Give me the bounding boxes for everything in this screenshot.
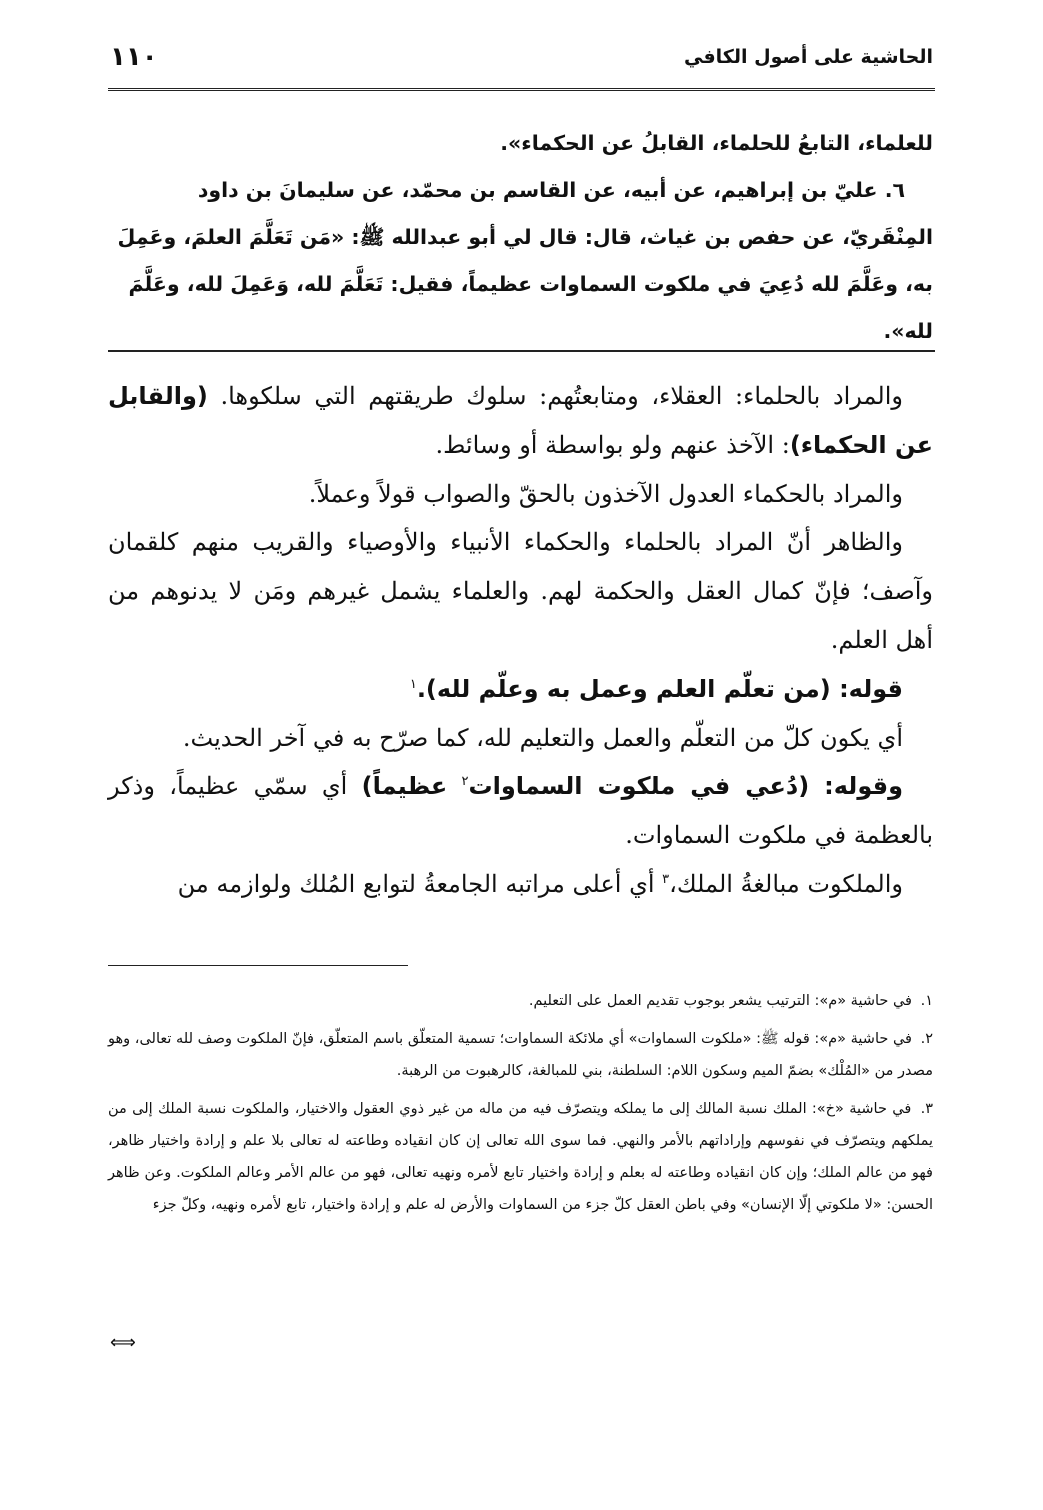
commentary-lemma: وقوله: (دُعي في ملكوت السماوات bbox=[468, 772, 903, 801]
commentary-text: أي أعلى مراتبه الجامعةُ لتوابع المُلك ولوازمه من bbox=[177, 869, 655, 898]
commentary-paragraph-7 bbox=[108, 860, 933, 909]
commentary-paragraph-1 bbox=[108, 372, 933, 470]
commentary-paragraph-4 bbox=[108, 665, 933, 714]
footnotes bbox=[108, 985, 933, 1227]
commentary-text: أي سمّي عظيماً، وذكر بالعظمة في ملكوت السماوات. bbox=[108, 772, 933, 850]
footnote-ref-1: ١ bbox=[409, 676, 417, 692]
continuation-arrow-icon: ⟺ bbox=[110, 1332, 136, 1353]
footnote-text: في حاشية «م»: الترتيب يشعر بوجوب تقديم العمل على التعليم. bbox=[528, 993, 912, 1009]
commentary-paragraph-5: أي يكون كلّ من التعلّم والعمل والتعليم لله، كما صرّح به في آخر الحديث. bbox=[182, 723, 903, 752]
hadith-previous-line-end: للعلماء، التابعُ للحلماء، القابلُ عن الحكماء». bbox=[500, 131, 933, 155]
commentary-lemma: عظيماً) bbox=[361, 772, 448, 801]
commentary-text: والمراد بالحلماء: العقلاء، ومتابعتُهم: سلوك طريقتهم التي سلكوها. bbox=[220, 382, 903, 410]
commentary-lemma: (والقابل عن الحكماء) bbox=[108, 382, 933, 459]
footnote-number: ٣. bbox=[920, 1101, 933, 1117]
commentary-paragraph-6 bbox=[108, 762, 933, 860]
page-number: ١١٠ bbox=[110, 42, 158, 72]
footnote-1 bbox=[108, 985, 933, 1017]
commentary-lemma: قوله: (من تعلّم العلم وعمل به وعلّم لله). bbox=[416, 674, 903, 703]
footnote-divider bbox=[108, 965, 408, 966]
running-header bbox=[110, 40, 933, 80]
hadith-number: ٦. bbox=[884, 178, 905, 202]
hadith-6 bbox=[108, 167, 933, 355]
footnote-text: في حاشية «خ»: الملك نسبة المالك إلى ما يملكه ويتصرّف فيه من ماله من غير ذوي العقول والاختيار، والملكوت نسبة الملك إلى من يملكهم ويتصرّف في نفوسهم وإراداتهم بالأمر والنهي. فما سوى الله تعالى إن كان انقياده وطاعته له تعالى بلا علم و إرادة واختيار ظاهر، فهو من عالم الملك؛ وإن كان انقياده وطاعته له بعلم و إرادة واختيار تابع لأمره ونهيه تعالى، فهو من عالم الأمر وعالم الملكوت. وعن ظاهر الحسن: «لا ملكوتي إلّا الإنسان» وفي باطن العقل كلّ جزء من السماوات والأرض له علم و إرادة واختيار، تابع لأمره ونهيه، وكلّ جزء bbox=[108, 1101, 933, 1213]
text-commentary-divider bbox=[108, 350, 935, 352]
commentary-paragraph-2: والمراد بالحكماء العدول الآخذون بالحقّ والصواب قولاً وعملاً. bbox=[308, 479, 903, 508]
footnote-ref-2: ٢ bbox=[461, 774, 469, 790]
hadith-body: عليّ بن إبراهيم، عن أبيه، عن القاسم بن محمّد، عن سليمانَ بن داود المِنْقَريّ، عن حفص بن غياث، قال: قال لي أبو عبدالله ﷺ: «مَن تَعَلَّمَ العلمَ، وعَمِلَ به، وعَلَّمَ لله دُعِيَ في ملكوت السماوات عظيماً، فقيل: تَعَلَّمَ لله، وَعَمِلَ لله، وعَلَّمَ لله». bbox=[117, 178, 933, 343]
header-title: الحاشية على أصول الكافي bbox=[683, 46, 933, 68]
commentary-text: : الآخذ عنهم ولو بواسطة أو وسائط. bbox=[435, 430, 790, 459]
footnote-number: ٢. bbox=[920, 1031, 933, 1047]
footnote-text: في حاشية «م»: قوله ﷺ: «ملكوت السماوات» أي ملائكة السماوات؛ تسمية المتعلّق باسم المتعلّق، فإنّ الملكوت وصف لله تعالى، وهو مصدر من «المُلْك» بضمّ الميم وسكون اللام: السلطنة، بني للمبالغة، كالرهبوت من الرهبة. bbox=[108, 1031, 933, 1079]
footnote-ref-3: ٣ bbox=[662, 871, 670, 887]
footnote-3 bbox=[108, 1093, 933, 1221]
footnote-2 bbox=[108, 1023, 933, 1087]
commentary-paragraph-3: والظاهر أنّ المراد بالحلماء والحكماء الأنبياء والأوصياء والقريب منهم كلقمان وآصف؛ فإنّ كمال العقل والحكمة لهم. والعلماء يشمل غيرهم ومَن لا يدنوهم من أهل العلم. bbox=[108, 528, 933, 654]
commentary bbox=[108, 372, 933, 909]
hadith-text bbox=[108, 120, 933, 355]
header-divider bbox=[108, 88, 935, 91]
footnote-number: ١. bbox=[920, 993, 933, 1009]
commentary-text: والملكوت مبالغةُ الملك، bbox=[669, 869, 903, 898]
